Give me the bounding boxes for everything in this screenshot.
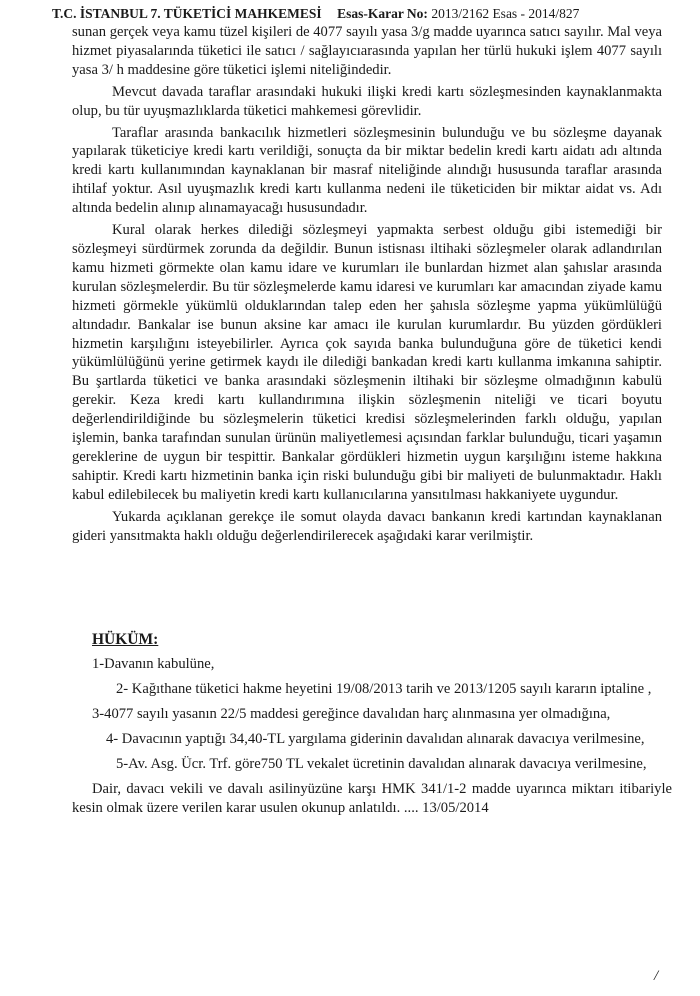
- judgment-item: 5-Av. Asg. Ücr. Trf. göre750 TL vekalet ücretinin davalıdan alınarak davacıya verilmesine,: [116, 756, 647, 772]
- judgment-section: [72, 630, 672, 824]
- esas-karar-label: Esas-Karar No:: [337, 6, 428, 21]
- paragraph-consumer-definition: sunan gerçek veya kamu tüzel kişileri de 4077 sayılı yasa 3/g madde uyarınca satıcı sayılır. Mal veya hizmet piyasalarında tüketici ile satıcı / sağlayıcıarasında yapılan her türlü hukuki işlem 4077 sayılı yasa 3/ h maddesine göre tüketici işlemi niteliğindedir.: [72, 24, 662, 78]
- judgment-item: 4- Davacının yaptığı 34,40-TL yargılama giderinin davalıdan alınarak davacıya verilmesine,: [106, 731, 645, 747]
- judgment-title: HÜKÜM:: [92, 631, 159, 648]
- judgment-item: 1-Davanın kabulüne,: [92, 656, 215, 672]
- paragraph-conclusion: Yukarda açıklanan gerekçe ile somut olayda davacı bankanın kredi kartından kaynaklanan gideri yansıtmakta haklı olduğu değerlendirilerecek aşağıdaki karar verilmiştir.: [72, 508, 662, 544]
- page-mark: /: [654, 968, 659, 984]
- esas-karar-value: 2013/2162 Esas - 2014/827: [431, 6, 580, 21]
- reasoning-section: [72, 23, 662, 548]
- paragraph-jurisdiction: Mevcut davada taraflar arasındaki hukuki ilişki kredi kartı sözleşmesinden kaynaklanmakta olup, bu tür uyuşmazlıklarda tüketici mahkemesi görevlidir.: [72, 83, 662, 119]
- paragraph-dispute: Taraflar arasında bankacılık hizmetleri sözleşmesinin bulunduğu ve bu sözleşme dayanak yapılarak tüketiciye kredi kartı verildiği, sonuçta da bir miktar bedelin kredi kartı aidatı adı altında kredi kartı kullanımından kaynaklanan bir masraf niteliğinde alındığı hususunda taraflar arasında ihtilaf yoktur. Asıl uyuşmazlık kredi kartı kullanma nedeni ile tüketiciden bir miktar aidat vs. Adı altında bedelin alınıp alınamayacağı hususundadır.: [72, 124, 662, 217]
- court-name: T.C. İSTANBUL 7. TÜKETİCİ MAHKEMESİ: [52, 6, 322, 21]
- paragraph-contract-freedom: Kural olarak herkes dilediği sözleşmeyi yapmakta serbest olduğu gibi istemediği bir sözleşmeyi sürdürmek zorunda da değildir. Bunun istisnası iltihaki sözleşmeler olarak adlandırılan kamu hizmeti görmekte olan kamu idare ve kurumları ile bunlardan hizmet alan şahıslar arasında kurulan sözleşmelerdir. Bu tür sözleşmelerde kamu idaresi ve kurumları kar amacından ziyade kamu hizmeti görmekle yükümlü olduklarından talep eden her şahısla sözleşme yapma yükümlülüğü altındadır. Bankalar ise bunun aksine kar amacı ile kurulan kurumlardır. Bu yüzden gördükleri hizmetin karşılığını isteyebilirler. Ayrıca çok sayıda banka bulunduğuna göre de tüketici kendi yükümlülüğünü yerine getirmek kaydı ile dilediği bankadan kredi kartı kullanma imkanına sahiptir. Bu şartlarda tüketici ve banka arasındaki sözleşmenin iltihaki bir sözleşme olmadığının kabulü gerekir. Keza kredi kartı kullandırımına ilişkin sözleşmenin niteliği ve ticari boyutu değerlendirildiğinde bu sözleşmelerin tüketici kredisi sözleşmelerinden farklı olduğu, yapılan işlemin, banka tarafından sunulan ürünün maliyetlemesi açısından farklar bulunduğu, ticari yaşamın gereklerine de uygun bir tespittir. Bankalar gördükleri hizmetin uygun karşılığını isteme hakkına sahiptir. Kredi kartı hizmetinin banka için riski bulunduğu gibi bir maliyeti de bulunmaktadır. Haklı kabul edilebilecek bu maliyetin kredi kartı kullanıcılarına yansıtılması hakkaniyete uygundur.: [72, 222, 662, 503]
- judgment-item: 2- Kağıthane tüketici hakme heyetini 19/08/2013 tarih ve 2013/1205 sayılı kararın iptaline ,: [116, 681, 652, 697]
- document-header: [52, 6, 579, 22]
- judgment-closing: Dair, davacı vekili ve davalı asilinyüzüne karşı HMK 341/1-2 madde uyarınca miktarı itibariyle kesin olmak üzere verilen karar usulen okunup anlatıldı. .... 13/05/2014: [72, 781, 672, 816]
- judgment-item: 3-4077 sayılı yasanın 22/5 maddesi gereğince davalıdan harç alınmasına yer olmadığına,: [92, 706, 611, 722]
